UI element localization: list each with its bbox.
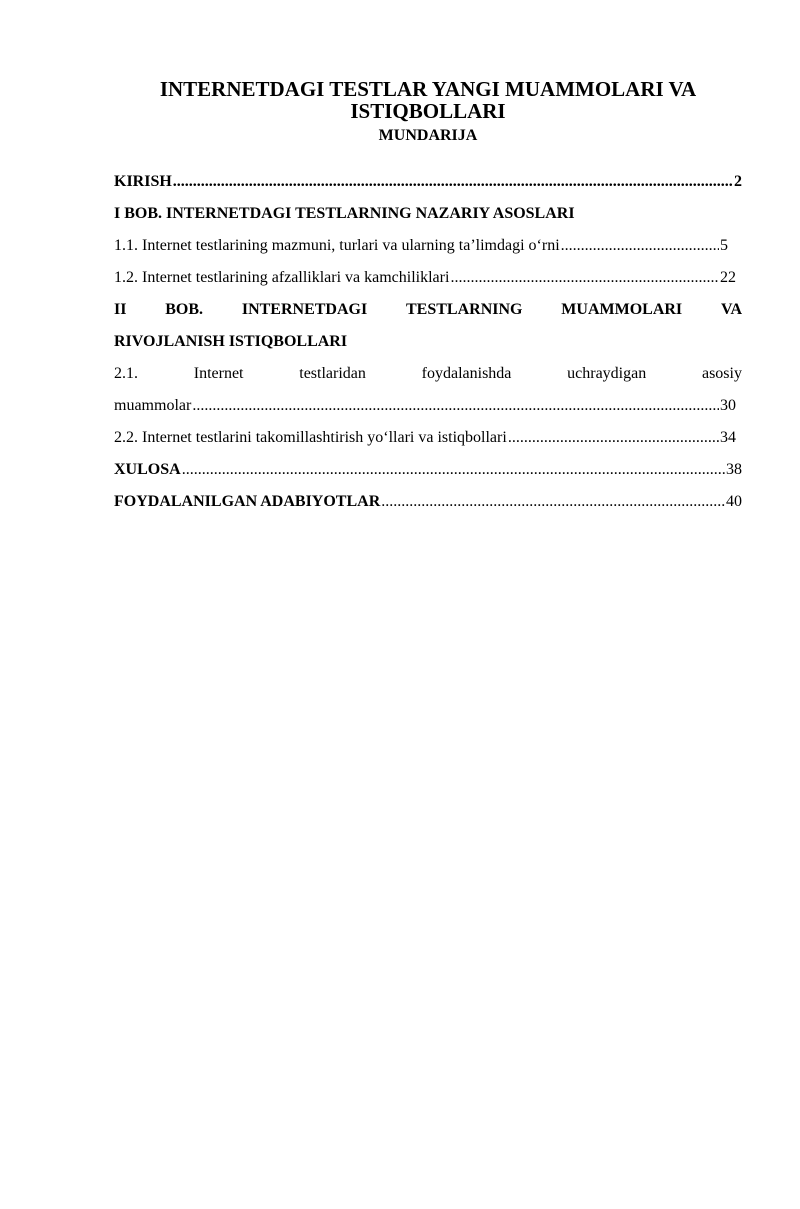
dot-leader bbox=[450, 262, 719, 294]
toc-word: asosiy bbox=[701, 365, 742, 382]
document-page bbox=[0, 78, 800, 1209]
toc-heading: MUNDARIJA bbox=[378, 127, 478, 144]
document-title: INTERNETDAGI TESTLAR YANGI MUAMMOLARI VA ISTIQBOLLARI bbox=[159, 77, 697, 123]
toc-entry-kirish bbox=[114, 166, 742, 198]
toc-word: II bbox=[114, 301, 127, 318]
toc-word: MUAMMOLARI bbox=[561, 301, 683, 318]
dot-leader bbox=[561, 230, 719, 262]
toc-word: uchraydigan bbox=[567, 365, 647, 382]
toc-entry-xulosa bbox=[114, 454, 742, 486]
toc-word: VA bbox=[720, 301, 742, 318]
toc-chapter-2-line-1 bbox=[114, 294, 742, 326]
toc-chapter-1: I BOB. INTERNETDAGI TESTLARNING NAZARIY ASOSLARI bbox=[114, 205, 575, 222]
toc-entry-2-1-line-2 bbox=[114, 390, 736, 422]
toc-entry-1-1 bbox=[114, 230, 728, 262]
toc-entry-label: muammolar bbox=[114, 397, 192, 414]
toc-word: Internet bbox=[193, 365, 244, 382]
toc-entry-page: 40 bbox=[726, 493, 742, 510]
toc-entry-page: 22 bbox=[720, 269, 736, 286]
toc-entry-label: 1.1. Internet testlarining mazmuni, turlari va ularning ta’limdagi o‘rni bbox=[114, 237, 560, 254]
toc-entry-page: 5 bbox=[720, 237, 728, 254]
toc-entry-2-1-line-1 bbox=[114, 358, 742, 390]
toc-entry-page: 34 bbox=[720, 429, 736, 446]
toc-entry-label: KIRISH bbox=[114, 173, 172, 190]
toc-entry-label: 1.2. Internet testlarining afzalliklari va kamchiliklari bbox=[114, 269, 450, 286]
toc-word: BOB. bbox=[165, 301, 204, 318]
toc-entry-1-2 bbox=[114, 262, 736, 294]
toc-entry-label: FOYDALANILGAN ADABIYOTLAR bbox=[114, 493, 381, 510]
dot-leader bbox=[192, 390, 719, 422]
toc-entry-2-2 bbox=[114, 422, 736, 454]
toc-entry-page: 30 bbox=[720, 397, 736, 414]
toc-word: INTERNETDAGI bbox=[241, 301, 368, 318]
toc-entry-label: XULOSA bbox=[114, 461, 181, 478]
dot-leader bbox=[508, 422, 719, 454]
toc-word: foydalanishda bbox=[421, 365, 512, 382]
toc-entry-page: 38 bbox=[726, 461, 742, 478]
toc-entry-label: 2.2. Internet testlarini takomillashtirish yo‘llari va istiqbollari bbox=[114, 429, 507, 446]
toc-word: testlaridan bbox=[299, 365, 366, 382]
dot-leader bbox=[182, 454, 725, 486]
toc-chapter-2-line-2: RIVOJLANISH ISTIQBOLLARI bbox=[114, 333, 348, 350]
toc-entry-page: 2 bbox=[734, 173, 742, 190]
toc-word: TESTLARNING bbox=[406, 301, 523, 318]
toc-word: 2.1. bbox=[114, 365, 138, 382]
dot-leader bbox=[381, 486, 725, 518]
dot-leader bbox=[173, 166, 733, 198]
toc-entry-adabiyotlar bbox=[114, 486, 742, 518]
table-of-contents bbox=[114, 166, 742, 518]
